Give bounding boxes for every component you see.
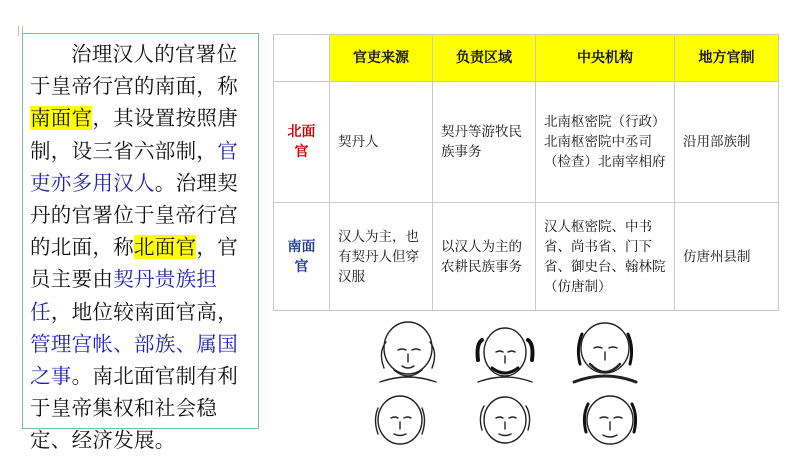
portrait-5: [480, 397, 529, 443]
row-label-north: [274, 82, 330, 203]
col-header-central: 中央机构: [536, 35, 675, 82]
cell-north-region: 契丹等游牧民族事务: [433, 82, 536, 203]
cell-south-source: 汉人为主，也有契丹人但穿汉服: [330, 203, 433, 311]
portrait-2: [478, 328, 533, 382]
portrait-1: [380, 322, 436, 382]
passage-seg-3: 。治理契丹的官署位于皇帝行宫的北面，称: [30, 170, 239, 260]
term-south-official: 南面官: [30, 106, 93, 131]
portrait-6: [584, 396, 635, 444]
khitan-portraits-illustration: [360, 320, 705, 447]
emphasis-khitan-nobles: 契丹贵族担任: [30, 267, 218, 324]
table-row-south: [274, 203, 779, 311]
row-label-south: [274, 203, 330, 311]
passage-seg-6: 。南北面官制有利于皇帝集权和社会稳定、经济发展。: [30, 364, 239, 453]
cell-south-region: 以汉人为主的农耕民族事务: [433, 203, 536, 311]
table-row-north: [274, 82, 779, 203]
passage-seg-5: ，地位较南面官高，: [50, 299, 239, 324]
emphasis-palace-tribes: 管理宫帐、部族、属国之事: [30, 331, 238, 389]
cell-south-local: 仿唐州县制: [675, 203, 779, 311]
col-header-region: 负责区域: [433, 35, 536, 82]
col-header-local: 地方官制: [675, 35, 779, 82]
cell-north-source: 契丹人: [330, 82, 433, 203]
row-label-south-text: 南面官: [287, 238, 316, 275]
passage-box: [22, 33, 259, 453]
portrait-3: [574, 323, 636, 382]
portrait-4: [376, 396, 425, 444]
passage-seg-1: 治理汉人的官署位于皇帝行宫的南面，称: [30, 42, 238, 99]
col-header-source: 官吏来源: [330, 35, 433, 82]
cell-north-local: 沿用部族制: [675, 82, 779, 203]
cell-north-central: 北南枢密院（行政）北南枢密院中丞司（检查）北南宰相府: [536, 82, 675, 203]
table-header-row: [274, 35, 779, 82]
term-north-official: 北面官: [134, 235, 197, 260]
emphasis-han-officials: 官吏亦多用汉人: [30, 138, 239, 195]
row-label-north-text: 北面官: [287, 124, 316, 160]
official-system-table: [273, 34, 779, 311]
passage-seg-4: ，官员主要由: [30, 235, 239, 292]
passage-text: [30, 38, 252, 457]
passage-seg-2: ，其设置按照唐制，设三省六部制，: [30, 106, 239, 163]
table-corner-cell: [274, 35, 330, 82]
cell-south-central: 汉人枢密院、中书省、尚书省、门下省、御史台、翰林院（仿唐制）: [536, 203, 675, 311]
